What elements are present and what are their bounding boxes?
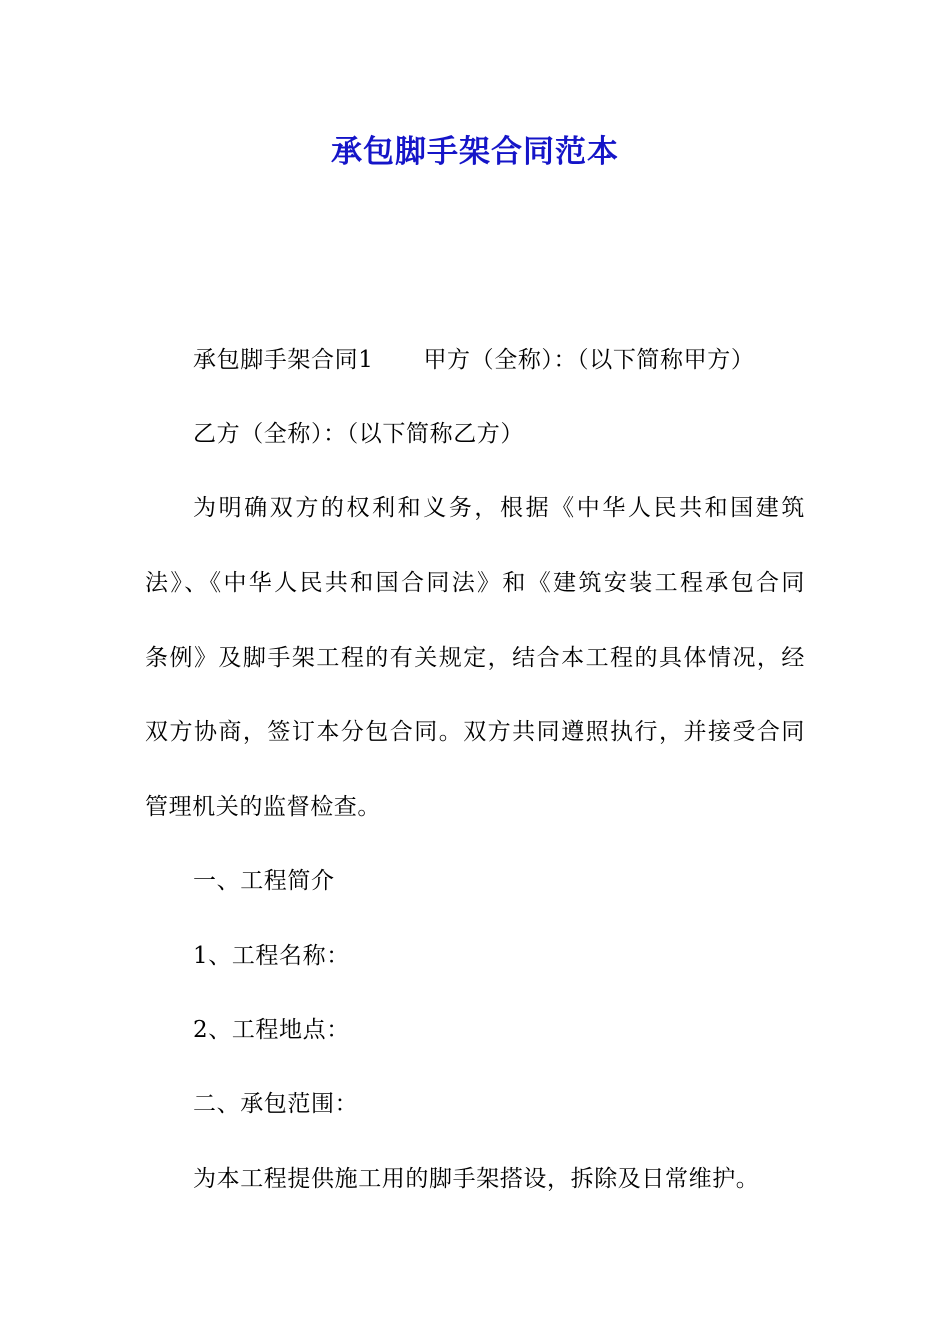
section-heading-scope: 二、承包范围： — [193, 1091, 359, 1117]
paragraph-line: 法》、《中华人民共和国合同法》和《建筑安装工程承包合同 — [145, 570, 805, 596]
contract-heading-line — [193, 344, 754, 376]
paragraph-line: 条例》及脚手架工程的有关规定，结合本工程的具体情况，经 — [145, 645, 805, 671]
project-location-field: 2、工程地点： — [193, 1017, 350, 1043]
paragraph-line: 管理机关的监督检查。 — [145, 794, 381, 820]
paragraph-line: 为明确双方的权利和义务，根据《中华人民共和国建筑 — [193, 495, 805, 521]
project-name-field: 1、工程名称： — [193, 943, 350, 969]
contract-number-label: 承包脚手架合同1 — [193, 347, 374, 373]
party-a-label: 甲方（全称）：（以下简称甲方） — [423, 347, 755, 373]
document-title: 承包脚手架合同范本 — [331, 134, 619, 170]
paragraph-line: 双方协商，签订本分包合同。双方共同遵照执行，并接受合同 — [145, 719, 805, 745]
party-b-label: 乙方（全称）：（以下简称乙方） — [193, 421, 524, 447]
section-heading-overview: 一、工程简介 — [193, 868, 335, 894]
scope-description: 为本工程提供施工用的脚手架搭设，拆除及日常维护。 — [193, 1166, 760, 1192]
